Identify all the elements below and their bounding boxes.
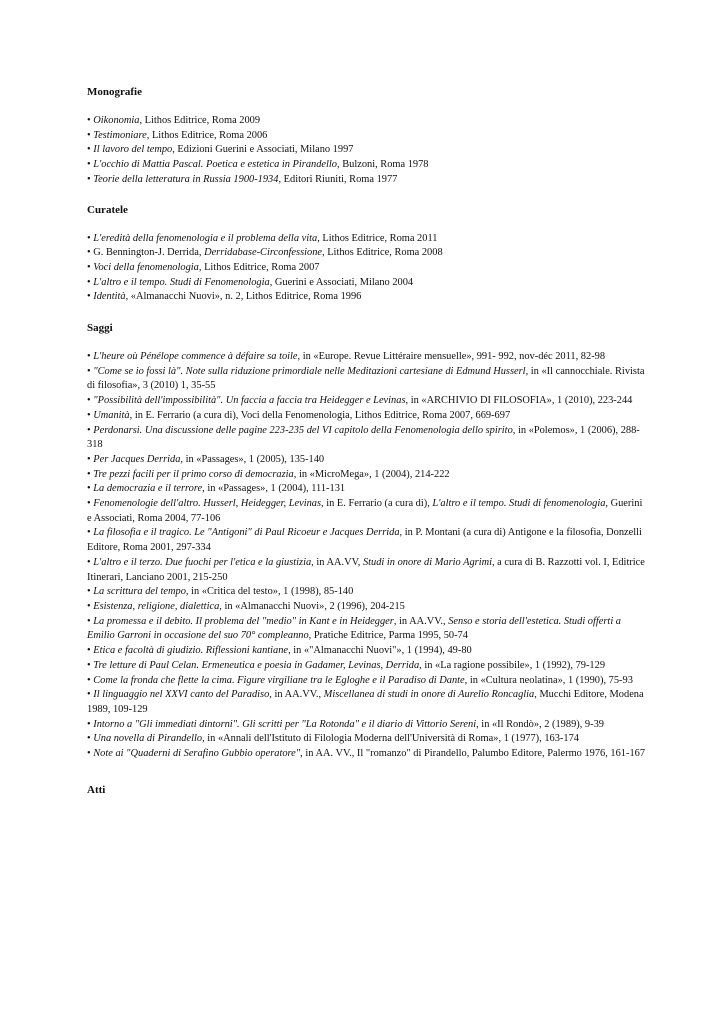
item-text: , Pratiche Editrice, Parma 1995, 50-74 (308, 630, 468, 642)
bullet-icon: • (87, 247, 94, 259)
bullet-icon: • (87, 351, 94, 363)
item-title: La scrittura del tempo (93, 586, 186, 598)
list-item (87, 143, 647, 158)
item-title: L'heure où Pénélope commence à défaire sa toile (93, 351, 298, 363)
list-item (87, 468, 647, 483)
list-item (87, 659, 647, 674)
bullet-icon: • (87, 115, 94, 126)
item-text: , in «Il Rondò», 2 (1989), 9-39 (476, 718, 604, 730)
item-text: , in AA.VV., (269, 689, 324, 701)
bullet-icon: • (87, 159, 94, 171)
item-text: , in E. Ferrario (a cura di), (321, 498, 433, 510)
item-title: Studi in onore di Mario Agrimi (362, 556, 492, 568)
section-title-monografie: Monografie (87, 86, 142, 98)
list-item (87, 556, 647, 585)
list-item (87, 394, 647, 409)
item-title: Perdonarsi. Una discussione delle pagine 223-235 del VI capitolo della Fenomenologia dello spirito (93, 424, 513, 436)
list-item (87, 718, 647, 733)
item-title: Intorno a "Gli immediati dintorni". Gli scritti per "La Rotonda" e il diario di Vittorio Sereni (93, 718, 477, 730)
item-title: La filosofia e il tragico. Le "Antigoni" di Paul Ricoeur e Jacques Derrida (93, 527, 400, 539)
list-item (87, 261, 647, 276)
bullet-icon: • (87, 659, 94, 671)
item-title: La democrazia e il terrore (93, 483, 203, 495)
bullet-icon: • (87, 261, 94, 273)
item-text: , in AA. VV., Il "romanzo" di Pirandello, Palumbo Editore, Palermo 1976, 161-167 (300, 748, 646, 760)
item-text: , Lithos Editrice, Roma 2009 (139, 115, 261, 126)
list-item (87, 424, 647, 453)
bullet-icon: • (87, 232, 94, 244)
section-title-curatele: Curatele (87, 203, 128, 216)
item-title: Testimoniare (93, 129, 147, 141)
bullet-icon: • (87, 424, 94, 436)
item-text: , in «"Almanacchi Nuovi"», 1 (1994), 49-80 (288, 645, 472, 657)
bullet-icon: • (87, 718, 94, 730)
item-text: , in «ARCHIVIO DI FILOSOFIA», 1 (2010), 223-244 (405, 395, 633, 407)
curatele-list (87, 232, 647, 306)
item-title: Miscellanea di studi in onore di Aurelio Roncaglia (323, 689, 535, 701)
item-text: , in «Passages», 1 (2004), 111-131 (202, 483, 346, 495)
list-item (87, 246, 647, 261)
item-text: G. Bennington-J. Derrida, (93, 247, 205, 259)
bullet-icon: • (87, 733, 94, 745)
bullet-icon: • (87, 144, 94, 156)
bullet-icon: • (87, 483, 94, 495)
item-text: , Lithos Editrice, Roma 2006 (146, 129, 268, 141)
bullet-icon: • (87, 600, 94, 612)
item-title: Il linguaggio nel XXVI canto del Paradiso (93, 689, 270, 701)
item-text: , Bulzoni, Roma 1978 (337, 159, 429, 171)
list-item (87, 409, 647, 424)
item-title: Derridabase-Circonfessione (204, 247, 323, 259)
list-item (87, 688, 647, 717)
item-title: La promessa e il debito. Il problema del "medio" in Kant e in Heidegger (93, 615, 394, 627)
item-text: , Edizioni Guerini e Associati, Milano 1997 (172, 144, 354, 156)
item-text: , Lithos Editrice, Roma 2011 (317, 232, 438, 244)
item-title: Note ai "Quaderni di Serafino Gubbio operatore" (93, 748, 301, 760)
bullet-icon: • (87, 498, 94, 510)
list-item (87, 732, 647, 747)
item-text: , in «Cultura neolatina», 1 (1990), 75-93 (464, 674, 633, 686)
section-title-saggi: Saggi (87, 322, 113, 335)
list-item (87, 173, 647, 188)
list-item (87, 747, 647, 762)
bullet-icon: • (87, 409, 94, 421)
bullet-icon: • (87, 453, 94, 465)
list-item (87, 232, 647, 247)
bullet-icon: • (87, 395, 94, 407)
item-text: , Lithos Editrice, Roma 2007 (198, 261, 320, 273)
item-title: L'altro e il tempo. Studi di fenomenologia (432, 498, 606, 510)
item-text: , Guerini e Associati, Milano 2004 (269, 276, 414, 288)
bullet-icon: • (87, 674, 94, 686)
list-item (87, 114, 647, 129)
item-text: , in «Il cannocchiale. Rivista di filosofia», 3 (2010) 1, 35-55 (87, 365, 645, 392)
bullet-icon: • (87, 748, 94, 760)
saggi-list (87, 350, 647, 762)
item-title: Oikonomia (93, 115, 140, 126)
item-text: , in «Almanacchi Nuovi», 2 (1996), 204-215 (219, 600, 405, 612)
item-text: , in AA.VV, (311, 556, 363, 568)
bullet-icon: • (87, 556, 94, 568)
item-title: Umanità (93, 409, 130, 421)
list-item (87, 482, 647, 497)
monografie-list (87, 114, 647, 188)
bullet-icon: • (87, 468, 94, 480)
list-item (87, 365, 647, 394)
item-title: Teorie della letteratura in Russia 1900-1934 (93, 173, 279, 185)
item-text: , Editori Riuniti, Roma 1977 (278, 173, 398, 185)
item-text: , in «Critica del testo», 1 (1998), 85-140 (185, 586, 354, 598)
item-text: , in «Passages», 1 (2005), 135-140 (180, 453, 325, 465)
item-title: Come la fronda che flette la cima. Figure virgiliane tra le Egloghe e il Paradiso di Dante (93, 674, 465, 686)
item-text: , Lithos Editrice, Roma 2008 (322, 247, 443, 259)
item-title: Etica e facoltà di giudizio. Riflessioni kantiane (93, 645, 289, 657)
item-text: , in AA.VV., (393, 615, 449, 627)
item-title: Il lavoro del tempo (93, 144, 173, 156)
bullet-icon: • (87, 527, 94, 539)
item-title: "Come se io fossi là". Note sulla riduzione primordiale nelle Meditazioni cartesiane di Edmund Husserl (93, 365, 526, 377)
list-item (87, 276, 647, 291)
item-title: Tre letture di Paul Celan. Ermeneutica e poesia in Gadamer, Levinas, Derrida (93, 659, 420, 671)
item-title: L'altro e il terzo. Due fuochi per l'etica e la giustizia (93, 556, 312, 568)
item-title: L'eredità della fenomenologia e il problema della vita (93, 232, 318, 244)
list-item (87, 585, 647, 600)
item-text: , «Almanacchi Nuovi», n. 2, Lithos Editrice, Roma 1996 (125, 291, 362, 303)
item-text: , in «Europe. Revue Littéraire mensuelle», 991- 992, nov-déc 2011, 82-98 (297, 351, 606, 363)
item-title: Una novella di Pirandello (93, 733, 203, 745)
list-item (87, 600, 647, 615)
item-text: , in «MicroMega», 1 (2004), 214-222 (293, 468, 450, 480)
list-item (87, 290, 647, 305)
list-item (87, 350, 647, 365)
list-item (87, 526, 647, 555)
bullet-icon: • (87, 365, 94, 377)
list-item (87, 453, 647, 468)
item-text: , in «Polemos», 1 (2006), 288-318 (87, 424, 640, 451)
list-item (87, 615, 647, 644)
list-item (87, 129, 647, 144)
item-title: "Possibilità dell'impossibilità". Un faccia a faccia tra Heidegger e Levinas (93, 395, 406, 407)
item-title: Voci della fenomenologia (93, 261, 199, 273)
item-title: Identità (93, 291, 126, 303)
bullet-icon: • (87, 129, 94, 141)
list-item (87, 644, 647, 659)
bullet-icon: • (87, 689, 94, 701)
list-item (87, 674, 647, 689)
item-title: L'altro e il tempo. Studi di Fenomenologia (93, 276, 270, 288)
bullet-icon: • (87, 291, 94, 303)
bullet-icon: • (87, 615, 94, 627)
item-text: , Mucchi Editore, Modena 1989, 109-129 (87, 689, 644, 715)
item-title: Tre pezzi facili per il primo corso di democrazia (93, 468, 294, 480)
item-text: , Guerini e Associati, Roma 2004, 77-106 (87, 498, 643, 524)
section-title-atti: Atti (87, 783, 106, 796)
item-title: L'occhio di Mattia Pascal. Poetica e estetica in Pirandello (93, 159, 338, 171)
list-item (87, 158, 647, 173)
item-text: , a cura di B. Razzotti vol. I, Editrice Itinerari, Lanciano 2001, 215-250 (87, 556, 645, 583)
document-page (87, 84, 647, 798)
bullet-icon: • (87, 276, 94, 288)
item-text: , in E. Ferrario (a cura di), Voci della Fenomenologia, Lithos Editrice, Roma 2007, 669-697 (129, 409, 511, 421)
bullet-icon: • (87, 645, 94, 657)
item-title: Senso e storia dell'estetica. Studi offerti a Emilio Garroni in occasione del suo 70° compleanno (87, 615, 621, 642)
bullet-icon: • (87, 586, 94, 598)
item-text: , in «La ragione possibile», 1 (1992), 79-129 (419, 659, 606, 671)
item-title: Per Jacques Derrida (93, 453, 181, 465)
item-text: , in P. Montani (a cura di) Antigone e la filosofia, Donzelli Editore, Roma 2001, 297-334 (87, 527, 642, 554)
item-title: Esistenza, religione, dialettica (93, 600, 220, 612)
list-item (87, 497, 647, 526)
bullet-icon: • (87, 173, 94, 185)
item-title: Fenomenologie dell'altro. Husserl, Heidegger, Levinas (93, 498, 322, 510)
item-text: , in «Annali dell'Istituto di Filologia Moderna dell'Università di Roma», 1 (1977), 163-174 (202, 733, 579, 745)
